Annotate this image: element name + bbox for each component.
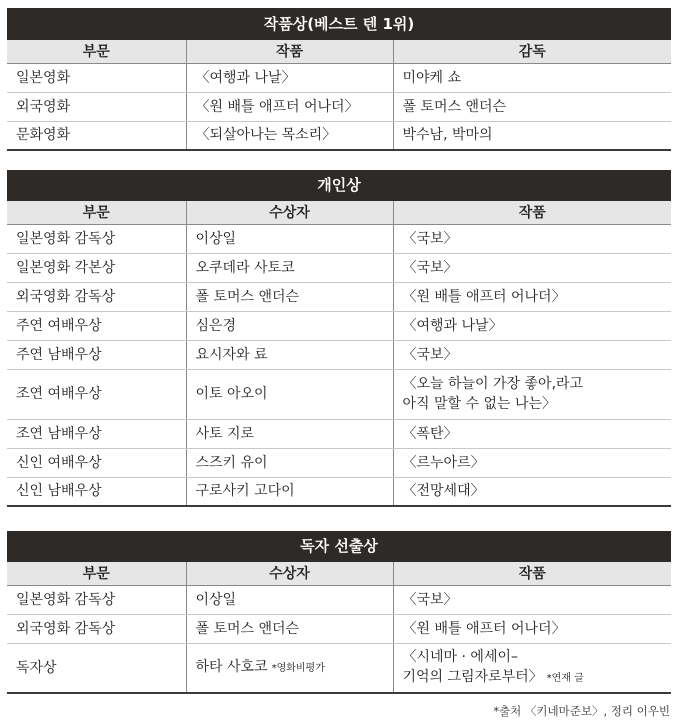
winner-cell: 심은경 bbox=[186, 311, 393, 340]
table-row bbox=[7, 253, 671, 282]
winner-cell: 폴 토머스 앤더슨 bbox=[186, 282, 393, 311]
work-line-1: 〈시네마 · 에세이– bbox=[402, 648, 518, 665]
work-cell: 〈국보〉 bbox=[393, 585, 671, 614]
table-row bbox=[7, 643, 671, 693]
work-cell bbox=[393, 369, 671, 419]
work-line-2 bbox=[403, 667, 672, 689]
category-cell: 외국영화 감독상 bbox=[7, 614, 186, 643]
header-winner: 수상자 bbox=[186, 201, 393, 224]
work-cell: 〈국보〉 bbox=[393, 340, 671, 369]
header-work: 작품 bbox=[186, 40, 393, 63]
table-row bbox=[7, 63, 671, 92]
winner-cell bbox=[186, 643, 393, 693]
work-cell: 〈여행과 나날〉 bbox=[186, 63, 393, 92]
work-note: *연재 글 bbox=[546, 672, 584, 684]
work-cell: 〈전망세대〉 bbox=[393, 477, 671, 506]
winner-cell: 사토 지로 bbox=[186, 419, 393, 448]
work-cell: 〈여행과 나날〉 bbox=[393, 311, 671, 340]
reader-section bbox=[7, 531, 671, 694]
winner-cell: 구로사키 고다이 bbox=[186, 477, 393, 506]
header-winner: 수상자 bbox=[186, 562, 393, 585]
category-cell: 일본영화 감독상 bbox=[7, 224, 186, 253]
table-row bbox=[7, 419, 671, 448]
header-category: 부문 bbox=[7, 201, 186, 224]
category-cell: 외국영화 감독상 bbox=[7, 282, 186, 311]
table-row bbox=[7, 369, 671, 419]
winner-cell: 요시자와 료 bbox=[186, 340, 393, 369]
work-cell: 〈르누아르〉 bbox=[393, 448, 671, 477]
category-cell: 주연 여배우상 bbox=[7, 311, 186, 340]
work-cell: 〈원 배틀 애프터 어나더〉 bbox=[393, 282, 671, 311]
work-cell: 〈원 배틀 애프터 어나더〉 bbox=[393, 614, 671, 643]
header-director: 감독 bbox=[393, 40, 671, 63]
header-category: 부문 bbox=[7, 40, 186, 63]
winner-name: 하타 사호코 bbox=[195, 658, 268, 675]
individual-title: 개인상 bbox=[7, 170, 671, 201]
header-work: 작품 bbox=[393, 201, 671, 224]
winner-cell: 이상일 bbox=[186, 585, 393, 614]
table-row bbox=[7, 477, 671, 506]
table-row bbox=[7, 340, 671, 369]
work-cell: 〈국보〉 bbox=[393, 253, 671, 282]
winner-note: *영화비평가 bbox=[271, 662, 325, 674]
work-cell: 〈원 배틀 애프터 어나더〉 bbox=[186, 92, 393, 121]
category-cell: 외국영화 bbox=[7, 92, 186, 121]
table-row bbox=[7, 282, 671, 311]
header-category: 부문 bbox=[7, 562, 186, 585]
winner-cell: 오쿠데라 사토코 bbox=[186, 253, 393, 282]
category-cell: 주연 남배우상 bbox=[7, 340, 186, 369]
category-cell: 조연 여배우상 bbox=[7, 369, 186, 419]
director-cell: 박수남, 박마의 bbox=[393, 121, 671, 150]
work-line-2-text: 기억의 그림자로부터〉 bbox=[402, 668, 543, 685]
best-ten-table bbox=[7, 40, 671, 151]
best-ten-section bbox=[7, 8, 671, 151]
table-row bbox=[7, 448, 671, 477]
source-note: *출처 〈키네마준보〉, 정리 이우빈 bbox=[493, 704, 670, 718]
table-row bbox=[7, 224, 671, 253]
table-row bbox=[7, 92, 671, 121]
category-cell: 신인 여배우상 bbox=[7, 448, 186, 477]
winner-cell: 이상일 bbox=[186, 224, 393, 253]
winner-cell: 이토 아오이 bbox=[186, 369, 393, 419]
category-cell: 신인 남배우상 bbox=[7, 477, 186, 506]
work-cell bbox=[393, 643, 671, 693]
table-row bbox=[7, 121, 671, 150]
table-row bbox=[7, 311, 671, 340]
category-cell: 독자상 bbox=[7, 643, 186, 693]
reader-table bbox=[7, 562, 671, 694]
work-cell: 〈국보〉 bbox=[393, 224, 671, 253]
table-row bbox=[7, 614, 671, 643]
work-cell: 〈되살아나는 목소리〉 bbox=[186, 121, 393, 150]
best-ten-title: 작품상(베스트 텐 1위) bbox=[7, 8, 671, 40]
director-cell: 폴 토머스 앤더슨 bbox=[393, 92, 671, 121]
director-cell: 미야케 쇼 bbox=[393, 63, 671, 92]
winner-cell: 폴 토머스 앤더슨 bbox=[186, 614, 393, 643]
work-line-2: 아직 말할 수 없는 나는〉 bbox=[402, 396, 557, 412]
work-line-1: 〈오늘 하늘이 가장 좋아,라고 bbox=[402, 376, 584, 392]
winner-cell: 스즈키 유이 bbox=[186, 448, 393, 477]
category-cell: 일본영화 bbox=[7, 63, 186, 92]
category-cell: 일본영화 감독상 bbox=[7, 585, 186, 614]
table-row bbox=[7, 585, 671, 614]
individual-section bbox=[7, 170, 671, 507]
individual-table bbox=[7, 201, 671, 507]
category-cell: 일본영화 각본상 bbox=[7, 253, 186, 282]
header-work: 작품 bbox=[393, 562, 671, 585]
work-cell: 〈폭탄〉 bbox=[393, 419, 671, 448]
reader-title: 독자 선출상 bbox=[7, 531, 671, 562]
category-cell: 문화영화 bbox=[7, 121, 186, 150]
category-cell: 조연 남배우상 bbox=[7, 419, 186, 448]
